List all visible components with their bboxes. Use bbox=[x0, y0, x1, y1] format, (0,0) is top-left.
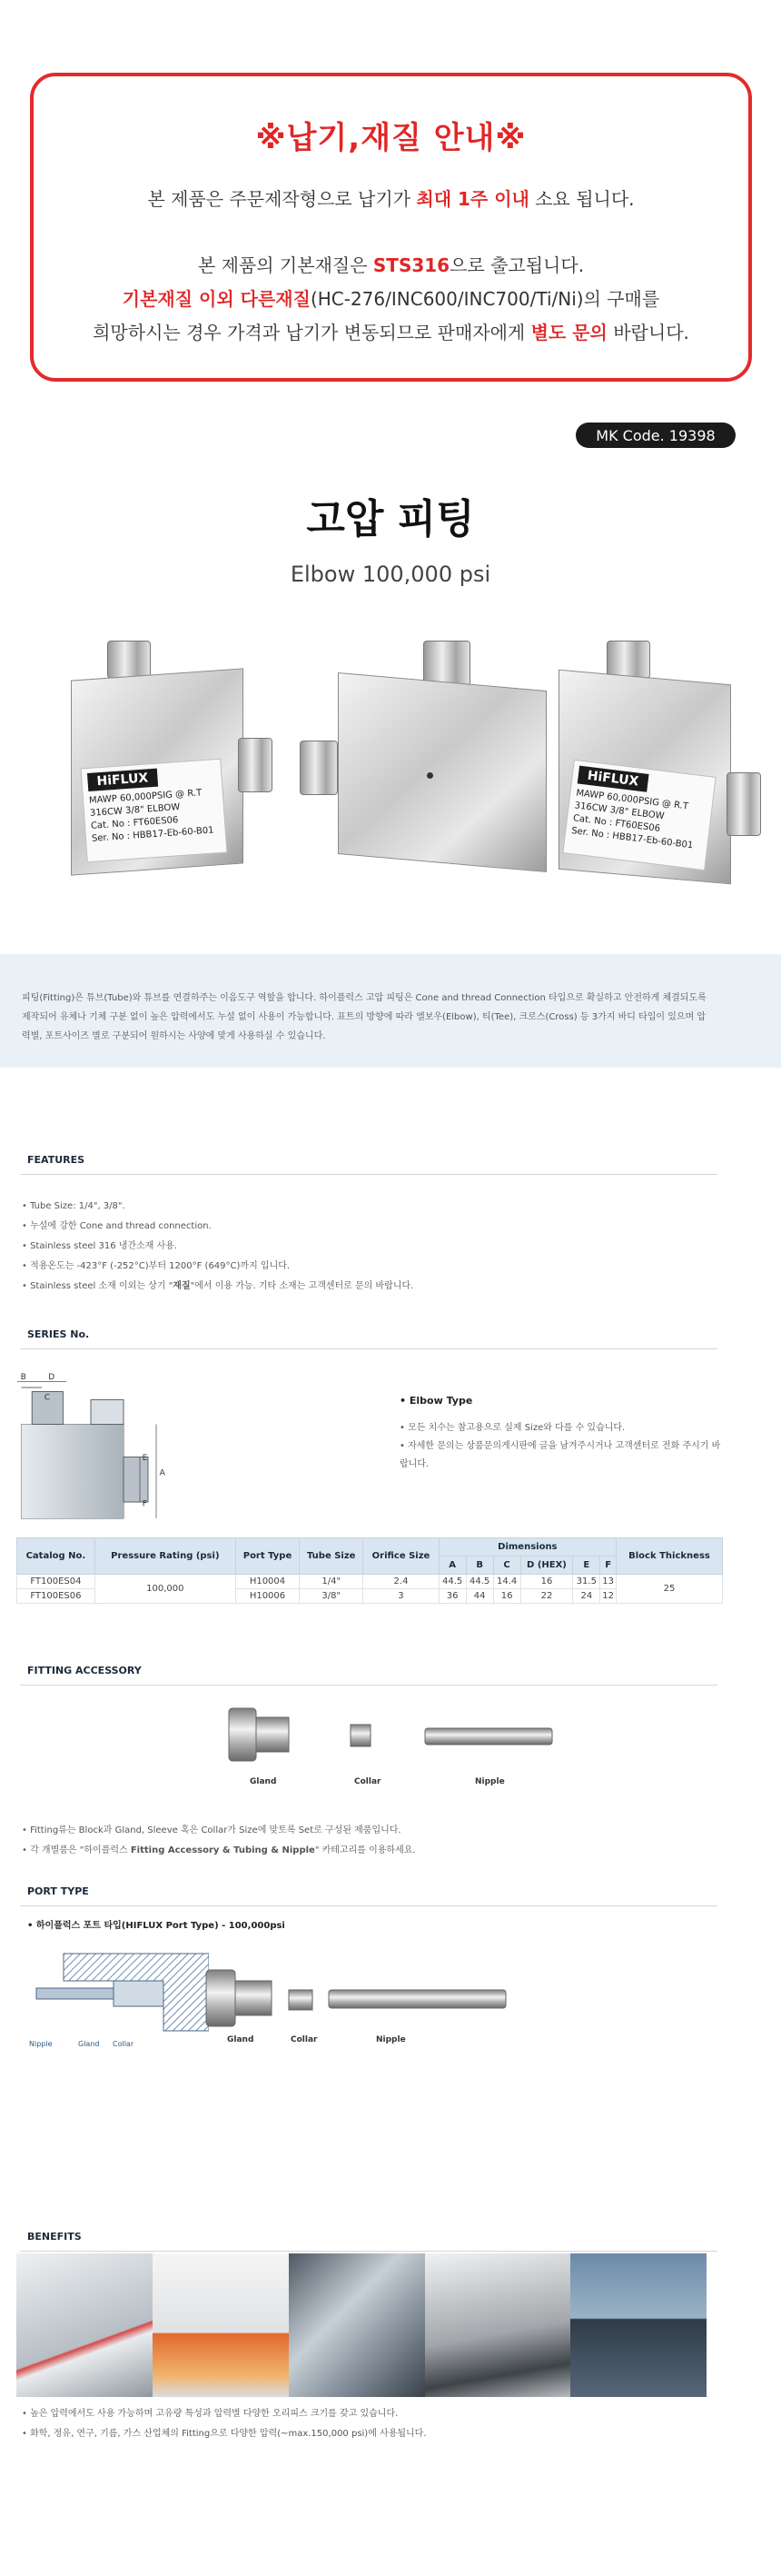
hiflux-logo: HiFLUX bbox=[578, 766, 649, 792]
industrial-valve-image bbox=[289, 2253, 425, 2397]
block-shade bbox=[22, 1425, 124, 1519]
product-photos bbox=[0, 636, 781, 936]
lab-flask-image bbox=[153, 2253, 289, 2397]
features-divider bbox=[20, 1174, 717, 1175]
th-dim-a: A bbox=[439, 1557, 466, 1575]
notice-box bbox=[30, 73, 752, 382]
dim-label-f: F bbox=[142, 1499, 147, 1509]
notice-line-material: 본 제품의 기본재질은 STS316으로 출고됩니다. bbox=[197, 254, 585, 276]
port-nipple bbox=[329, 1990, 506, 2008]
side-nut bbox=[238, 738, 272, 792]
collar bbox=[351, 1725, 371, 1746]
port-section-diagram bbox=[27, 1944, 209, 2054]
th-dim-c: C bbox=[493, 1557, 520, 1575]
nameplate-text: MAWP 60,000PSIG @ R.T 316CW 3/8" ELBOW Cat. No : FT60ES06 Ser. No : HBB17-Eb-60-B01 bbox=[88, 788, 214, 844]
elbow-block bbox=[338, 672, 547, 872]
intro-line-3: 력별, 포트사이즈 별로 구분되어 원하시는 사양에 맞게 사용하실 수 있습니다. bbox=[22, 1031, 326, 1041]
list-item: • 누설에 강한 Cone and thread connection. bbox=[22, 1217, 413, 1237]
side-nut bbox=[300, 741, 338, 795]
dim-label-c: C bbox=[44, 1393, 50, 1403]
elbow-dimension-drawing bbox=[9, 1354, 173, 1536]
intro-line-1: 피팅(Fitting)은 튜브(Tube)와 튜브를 연결하주는 이음도구 역할을 합니다. 하이플럭스 고압 피팅은 Cone and thread Connection 타입으로 확실하고 안전하게 체결되도록 bbox=[22, 993, 707, 1003]
gland-head bbox=[229, 1708, 256, 1761]
top-nut bbox=[107, 641, 151, 679]
accessory-parts-image bbox=[218, 1699, 563, 1790]
spec-table bbox=[16, 1537, 723, 1604]
dim-label-d: D bbox=[48, 1373, 55, 1382]
port-type-header: PORT TYPE bbox=[27, 1885, 89, 1897]
top-port-cap bbox=[91, 1400, 124, 1425]
list-item: • 적용온도는 -423°F (-252°C)부터 1200°F (649°C)까지 입니다. bbox=[22, 1257, 413, 1277]
th-thickness: Block Thickness bbox=[617, 1538, 723, 1575]
notice-line-other-material: 기본재질 이외 다른재질(HC-276/INC600/INC700/Ti/Ni)의 구매를 bbox=[122, 288, 660, 310]
nameplate-text: MAWP 60,000PSIG @ R.T 316CW 3/8" ELBOW Cat. No : FT60ES06 Ser. No : HBB17-Eb-60-B01 bbox=[570, 788, 694, 851]
list-item: • Stainless steel 316 냉간소재 사용. bbox=[22, 1237, 413, 1257]
dim-label-b: B bbox=[20, 1373, 26, 1382]
top-nut bbox=[423, 641, 470, 686]
benefits-divider bbox=[20, 2251, 717, 2252]
port-parts-image bbox=[202, 1963, 510, 2044]
accessory-notes bbox=[22, 1821, 416, 1861]
th-pressure: Pressure Rating (psi) bbox=[94, 1538, 235, 1575]
list-item: • Fitting류는 Block과 Gland, Sleeve 혹은 Collar가 Size에 맞토록 Set로 구성된 제품입니다. bbox=[22, 1821, 416, 1841]
side-nut bbox=[727, 772, 761, 836]
refinery-image bbox=[425, 2253, 570, 2397]
label-nipple: Nipple bbox=[475, 1777, 505, 1786]
diagram-label-nipple: Nipple bbox=[29, 2040, 53, 2048]
part-label-gland: Gland bbox=[227, 2035, 254, 2044]
label-collar: Collar bbox=[354, 1777, 381, 1786]
side-port bbox=[124, 1457, 148, 1503]
notice-title: ※납기,재질 안내※ bbox=[255, 120, 527, 156]
lab-hand-image bbox=[16, 2253, 153, 2397]
intro-line-2: 제작되어 유체나 기체 구분 없이 높은 압력에서도 누설 없이 사용이 가능합니다. 표트의 방향에 따라 엘보우(Elbow), 티(Tee), 크로스(Cross) 등 3가지 바디 타입이 있으며 압 bbox=[22, 1012, 707, 1022]
hiflux-logo: HiFLUX bbox=[87, 769, 158, 791]
top-nut bbox=[607, 641, 650, 679]
elbow-type-title: • Elbow Type bbox=[400, 1395, 473, 1407]
th-dim-d: D (HEX) bbox=[520, 1557, 573, 1575]
table-row: FT100ES04 100,000 H10004 1/4" 2.4 44.5 44.5 14.4 16 31.5 13 25 bbox=[17, 1575, 723, 1589]
intro-band bbox=[0, 954, 781, 1068]
benefits-header: BENEFITS bbox=[27, 2231, 82, 2243]
features-list bbox=[22, 1197, 413, 1297]
diagram-label-collar: Collar bbox=[113, 2040, 134, 2048]
benefits-image-strip bbox=[16, 2253, 707, 2397]
nameplate bbox=[81, 759, 228, 863]
notice-line-inquiry: 희망하시는 경우 가격과 납기가 변동되므로 판매자에게 별도 문의 바랍니다. bbox=[93, 322, 689, 343]
port-type-subheader: • 하이플럭스 포트 타입(HIFLUX Port Type) - 100,000psi bbox=[27, 1921, 285, 1931]
port-gland-body bbox=[235, 1981, 272, 2015]
list-item: • Stainless steel 소재 이외는 상기 "재질"에서 이용 가능. 기타 소재는 고객센터로 문의 바랍니다. bbox=[22, 1277, 413, 1297]
th-port: Port Type bbox=[235, 1538, 299, 1575]
list-item: • 화학, 정유, 연구, 기름, 가스 산업체의 Fitting으로 다양한 압력(~max.150,000 psi)에 사용됩니다. bbox=[22, 2424, 427, 2444]
elbow-type-notes: • 모든 치수는 참고용으로 실제 Size와 다를 수 있습니다. • 자세한 문의는 상품문의게시판에 글을 남겨주시거나 고객센터로 전화 주시기 바랍니다. bbox=[400, 1423, 721, 1469]
features-header: FEATURES bbox=[27, 1154, 85, 1166]
series-divider bbox=[20, 1348, 717, 1349]
mk-code-badge: MK Code. 19398 bbox=[576, 423, 736, 448]
dim-label-a: A bbox=[159, 1468, 165, 1478]
dim-label-e: E bbox=[142, 1454, 148, 1464]
accessory-header: FITTING ACCESSORY bbox=[27, 1665, 142, 1676]
th-dim-f: F bbox=[600, 1557, 617, 1575]
label-gland: Gland bbox=[250, 1777, 277, 1786]
th-catalog: Catalog No. bbox=[17, 1538, 95, 1575]
port-collar bbox=[289, 1990, 312, 2010]
port-gland-head bbox=[206, 1970, 235, 2026]
th-dim-b: B bbox=[466, 1557, 493, 1575]
th-dim-e: E bbox=[573, 1557, 600, 1575]
th-orifice: Orifice Size bbox=[363, 1538, 439, 1575]
offshore-rig-image bbox=[570, 2253, 707, 2397]
table-row: FT100ES06 H10006 3/8" 3 36 44 16 22 24 12 bbox=[17, 1589, 723, 1604]
list-item: • 각 개별품은 "하이플럭스 Fitting Accessory & Tubing & Nipple" 카테고리를 이용하세요. bbox=[22, 1841, 416, 1861]
accessory-divider bbox=[20, 1685, 717, 1686]
nipple bbox=[425, 1728, 552, 1745]
diagram-label-gland: Gland bbox=[78, 2040, 100, 2048]
port-hole bbox=[427, 772, 433, 779]
list-item: • 높은 압력에서도 사용 가능하며 고유량 특성과 압력별 다양한 오리피스 크기를 갖고 있습니다. bbox=[22, 2404, 427, 2424]
list-item: • Tube Size: 1/4", 3/8". bbox=[22, 1197, 413, 1217]
nameplate bbox=[562, 760, 716, 870]
product-title: 고압 피팅 bbox=[306, 496, 475, 542]
notice-line-delivery: 본 제품은 주문제작형으로 납기가 최대 1주 이내 소요 됩니다. bbox=[147, 188, 635, 210]
port-type-divider bbox=[20, 1905, 717, 1906]
gland-body bbox=[256, 1717, 289, 1752]
series-header: SERIES No. bbox=[27, 1328, 90, 1340]
th-tube: Tube Size bbox=[300, 1538, 363, 1575]
product-subtitle: Elbow 100,000 psi bbox=[290, 562, 491, 587]
benefits-list bbox=[22, 2404, 427, 2444]
part-label-collar: Collar bbox=[291, 2035, 318, 2044]
th-dimensions: Dimensions bbox=[439, 1538, 616, 1557]
port-gland-section bbox=[114, 1981, 163, 2006]
part-label-nipple: Nipple bbox=[376, 2035, 406, 2044]
